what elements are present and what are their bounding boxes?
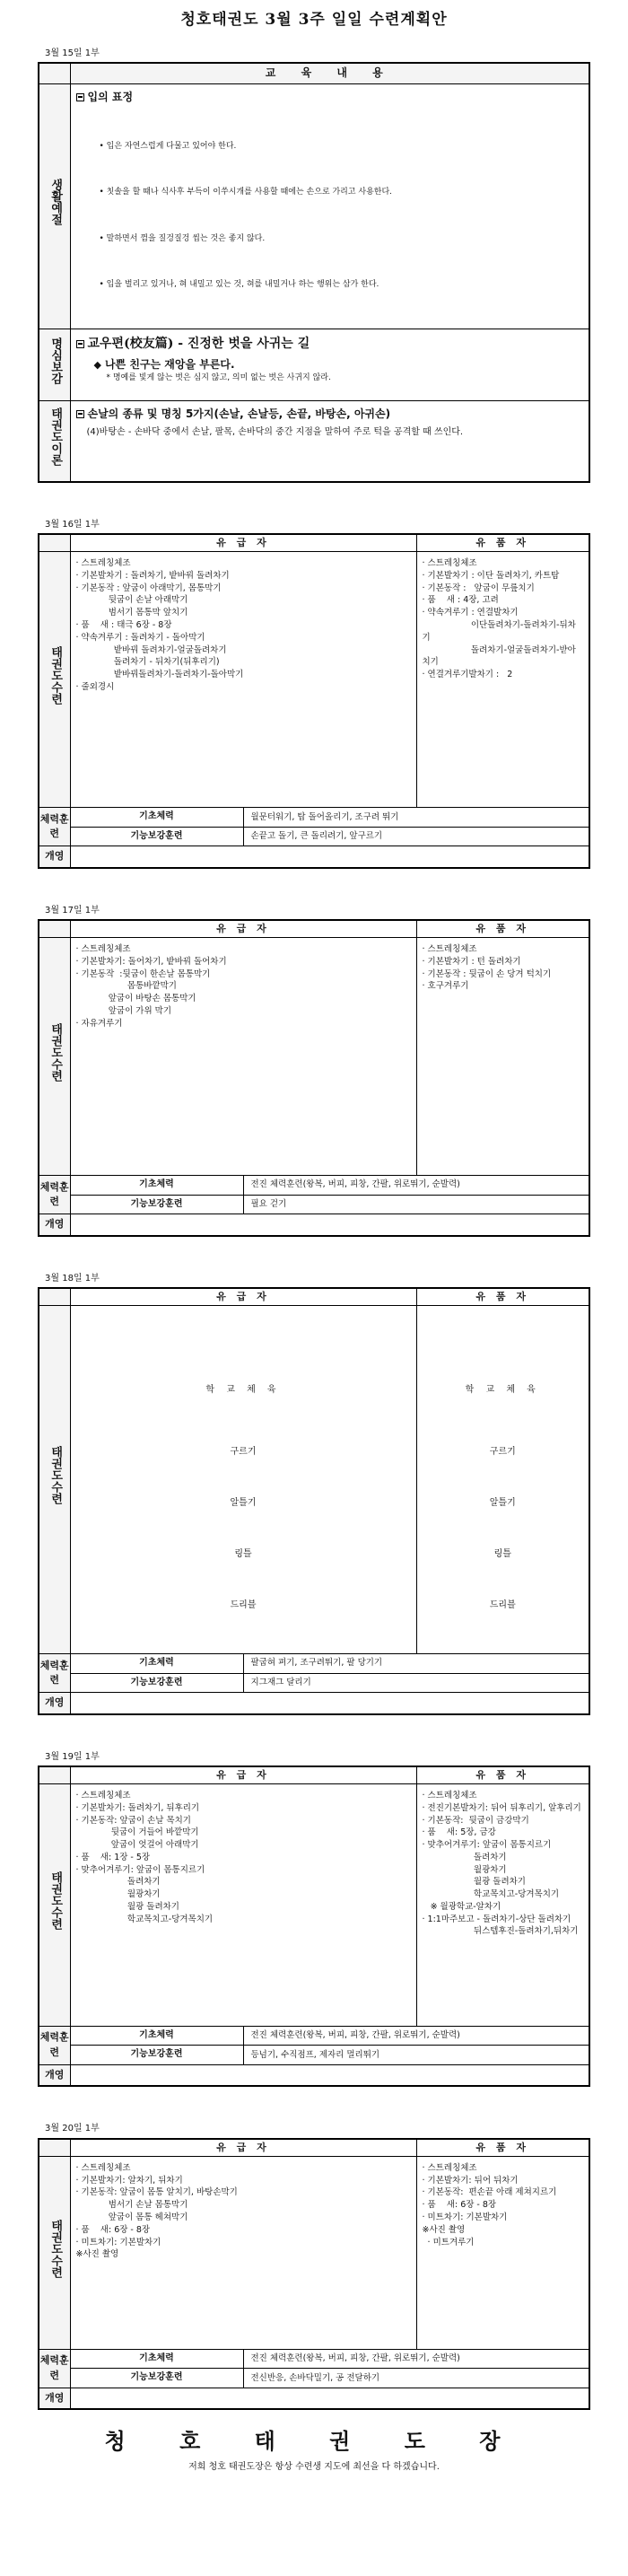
training-label: 태권도수련 xyxy=(48,645,63,705)
line: · 호구겨루기 xyxy=(422,981,469,992)
training-label: 태권도수련 xyxy=(48,2219,63,2278)
line: · 기본발차기 : 이단 돌려차기, 카트탐 xyxy=(422,570,560,581)
day-section xyxy=(38,1751,590,2088)
line: · 맞추어겨루기: 앞굽이 몸통지르기 xyxy=(422,1840,552,1851)
manners-label: 생활예절 xyxy=(48,179,63,226)
review-cell xyxy=(70,2388,589,2409)
line: · 연결겨루기발차기 : 2 xyxy=(422,670,513,680)
corner-cell xyxy=(39,1766,70,1783)
line: · 품 새 : 4장, 고려 xyxy=(422,595,499,606)
line: · 전진기본발차기: 뒤어 뒤후리기, 알후리기 xyxy=(422,1802,581,1813)
left-content xyxy=(70,552,416,808)
line: · 1:1마주보고 - 돌려차기-상단 돌려차기 xyxy=(422,1914,571,1924)
func-training-label: 기능보강훈련 xyxy=(70,827,243,846)
basic-fitness-value: 전진 체력훈련(왕복, 버피, 피창, 간팔, 위로뛰기, 순발력) xyxy=(243,1176,589,1196)
line: 돌려차기-얼굴돌려차기-받아치기 xyxy=(422,644,576,668)
side-label xyxy=(39,938,70,1176)
day-table xyxy=(38,919,590,1236)
side-label xyxy=(39,83,70,329)
basic-fitness-label: 기초체력 xyxy=(70,2026,243,2046)
side-label xyxy=(39,1783,70,2026)
date-line: 3월 15일 1부 xyxy=(45,48,100,58)
review-label: 개영 xyxy=(39,1693,70,1714)
school-pe-title: 학 교 체 육 xyxy=(465,1385,540,1396)
left-content xyxy=(70,1783,416,2026)
func-training-label: 기능보강훈련 xyxy=(70,2046,243,2065)
func-training-label: 기능보강훈련 xyxy=(70,2369,243,2388)
line: 뒷굽이 손날 아래막기 xyxy=(75,595,188,606)
day-section xyxy=(38,1273,590,1715)
corner-cell xyxy=(39,1288,70,1305)
maxim-heading: 교우편(校友篇) - 진정한 벗을 사귀는 길 xyxy=(87,337,310,352)
date-line: 3월 17일 1부 xyxy=(45,905,100,916)
right-content xyxy=(416,938,589,1176)
func-training-value: 전신반응, 손바닥밀기, 공 전달하기 xyxy=(243,2369,589,2388)
checkbox-icon xyxy=(76,93,84,101)
basic-fitness-label: 기초체력 xyxy=(70,1654,243,1674)
left-content xyxy=(70,1306,416,1654)
line: · 품 새: 1장 - 5장 xyxy=(75,1852,151,1862)
line: · 품 새: 6장 - 8장 xyxy=(422,2200,497,2211)
corner-cell xyxy=(39,2139,70,2156)
line: · 스트레칭체조 xyxy=(75,558,131,569)
maxim-label: 명심보감 xyxy=(48,337,63,384)
col-left-head: 유 급 자 xyxy=(70,1288,416,1305)
school-pe-block xyxy=(423,1311,584,1648)
right-content xyxy=(416,2156,589,2349)
line: · 미트겨루기 xyxy=(422,2237,475,2247)
basic-fitness-value: 월문터워기, 탑 돌어올리기, 조구려 뛰기 xyxy=(243,808,589,828)
maxim-content xyxy=(70,329,589,401)
line: 앞굽이 엇걸어 아래막기 xyxy=(75,1840,199,1851)
day-table xyxy=(38,1766,590,2087)
list-item: • 입을 벌리고 있거나, 혀 내밀고 있는 것, 혀를 내밀거나 하는 행위는 삼가 한다. xyxy=(100,277,584,293)
func-training-label: 기능보강훈련 xyxy=(70,1195,243,1214)
line: · 기본발차기: 돌어차기, 밭바꿔 돌어차기 xyxy=(75,956,227,967)
review-label: 개영 xyxy=(39,846,70,868)
right-content xyxy=(416,1306,589,1654)
corner-cell xyxy=(39,534,70,551)
review-label: 개영 xyxy=(39,1214,70,1236)
list-item: 링틀 xyxy=(493,1549,511,1560)
list-item: 링틀 xyxy=(234,1549,252,1560)
line: · 스트레칭체조 xyxy=(75,2162,131,2173)
maxim-motto: 나쁜 친구는 재앙을 부른다. xyxy=(104,357,235,371)
line: 뒷굽이 거들어 바깥막기 xyxy=(75,1827,199,1838)
fitness-side: 체력훈련 xyxy=(39,2026,70,2064)
training-label: 태권도수련 xyxy=(48,1022,63,1082)
list-item: 구르기 xyxy=(489,1447,516,1458)
line: · 스트레칭체조 xyxy=(422,1790,477,1801)
line: · 기본동작 : 뒷굽이 손 당겨 턱치기 xyxy=(422,968,552,979)
side-label xyxy=(39,552,70,808)
fitness-side: 체력훈련 xyxy=(39,1176,70,1214)
education-section xyxy=(38,48,590,483)
line: · 기본동작: 편손끝 아래 제쳐지르기 xyxy=(422,2187,557,2198)
basic-fitness-label: 기초체력 xyxy=(70,2349,243,2369)
fitness-side: 체력훈련 xyxy=(39,2349,70,2388)
training-label: 태권도수련 xyxy=(48,1446,63,1505)
page-title: 청호태권도 3월 3주 일일 수련계획안 xyxy=(180,11,448,29)
day-table xyxy=(38,2138,590,2410)
line: 밭바꿔돌려차기-돌려차기-돌아막기 xyxy=(75,670,244,680)
list-item: • 칫솔을 할 때나 식사후 부득이 이쑤시개를 사용할 때에는 손으로 가리고 사용한다. xyxy=(100,185,584,200)
school-pe-title: 학 교 체 육 xyxy=(205,1385,281,1396)
manners-content xyxy=(70,83,589,329)
col-left-head: 유 급 자 xyxy=(70,534,416,551)
training-label: 태권도수련 xyxy=(48,1871,63,1931)
line: · 미트차기: 기본발차기 xyxy=(422,2212,508,2222)
line: 뒤스텝후진-돌려차기,뒤차기 xyxy=(422,1926,579,1937)
line: · 기본발차기 : 턴 돌려차기 xyxy=(422,956,521,967)
line: ※사진 촬영 xyxy=(422,2224,466,2235)
line: · 맞추어겨루기: 앞굽이 몸통지르기 xyxy=(75,1864,205,1875)
col-left-head: 유 급 자 xyxy=(70,1766,416,1783)
dojang-name: 청 호 태 권 도 장 xyxy=(104,2428,524,2455)
day-table xyxy=(38,1287,590,1714)
basic-fitness-value: 팔굽혀 펴기, 조구려뛰기, 팔 당기기 xyxy=(243,1654,589,1674)
line: 몸통바깥막기 xyxy=(75,981,177,992)
line: 월광차기 xyxy=(422,1864,507,1875)
line: · 줄외경시 xyxy=(75,681,115,692)
education-header: 교 육 내 용 xyxy=(70,63,589,83)
list-item: 알틀기 xyxy=(489,1498,516,1509)
day-section xyxy=(38,905,590,1237)
line: · 약속겨루기 : 돌려차기 - 돌아막기 xyxy=(75,632,205,643)
day-table xyxy=(38,533,590,868)
manners-heading: 입의 표정 xyxy=(87,90,134,103)
footer-message: 저희 청호 태권도장은 항상 수련생 지도에 최선을 다 하겠습니다. xyxy=(188,2462,440,2473)
line: · 스트레칭체조 xyxy=(422,944,477,955)
date-line: 3월 18일 1부 xyxy=(45,1273,100,1284)
line: · 품 새: 5장, 금강 xyxy=(422,1827,496,1838)
col-right-head: 유 품 자 xyxy=(416,534,589,551)
line: · 기본발차기 : 돌려차기, 밭바꿔 돌려차기 xyxy=(75,570,230,581)
list-item: 드리블 xyxy=(230,1600,257,1611)
side-label xyxy=(39,401,70,482)
fitness-side: 체력훈련 xyxy=(39,808,70,846)
basic-fitness-label: 기초체력 xyxy=(70,808,243,828)
col-right-head: 유 품 자 xyxy=(416,2139,589,2156)
line: · 기본동작: 앞굽이 몸통 알치기, 바탕손막기 xyxy=(75,2187,238,2198)
date-line: 3월 19일 1부 xyxy=(45,1751,100,1762)
education-table xyxy=(38,62,590,483)
review-label: 개영 xyxy=(39,2064,70,2086)
list-item: 구르기 xyxy=(230,1447,257,1458)
col-right-head: 유 품 자 xyxy=(416,1288,589,1305)
line: · 기본발차기: 뒤어 뒤차기 xyxy=(422,2175,519,2186)
date-line: 3월 20일 1부 xyxy=(45,2124,100,2134)
side-label xyxy=(39,1306,70,1654)
line: · 기본동작 : 앞굽이 아래막기, 몸통막기 xyxy=(75,583,222,593)
line: 돌려차기 xyxy=(75,1877,161,1888)
line: · 기본발차기: 돌려차기, 뒤후리기 xyxy=(75,1802,200,1813)
func-training-value: 지그재그 달리기 xyxy=(243,1673,589,1693)
line: 범서기 손날 몸통막기 xyxy=(75,2200,188,2211)
theory-content xyxy=(70,401,589,482)
review-cell xyxy=(70,1693,589,1714)
list-item: 드리블 xyxy=(489,1600,516,1611)
right-content xyxy=(416,552,589,808)
line: 밭바꿔 돌려차기-얼굴돌려차기 xyxy=(75,644,227,655)
func-training-label: 기능보강훈련 xyxy=(70,1673,243,1693)
basic-fitness-value: 전진 체력훈련(왕복, 버피, 피창, 간팔, 위로뛰기, 순발력) xyxy=(243,2349,589,2369)
line: 돌려차기 - 뒤차기(뒤후리기) xyxy=(75,657,220,668)
line: · 기본동작 :뒷굽이 한손날 몸통막기 xyxy=(75,968,211,979)
theory-label: 태권도이론 xyxy=(48,407,63,467)
line: 월광차기 xyxy=(75,1889,161,1900)
review-cell xyxy=(70,2064,589,2086)
col-left-head: 유 급 자 xyxy=(70,920,416,937)
side-label xyxy=(39,2156,70,2349)
basic-fitness-label: 기초체력 xyxy=(70,1176,243,1196)
line: · 기본동작: 앞굽이 손날 목치기 xyxy=(75,1815,191,1826)
list-item: 알틀기 xyxy=(230,1498,257,1509)
line: · 스트레칭체조 xyxy=(422,2162,477,2173)
line: · 품 새: 6장 - 8장 xyxy=(75,2224,151,2235)
line: 월광 돌려차기 xyxy=(422,1877,526,1888)
func-training-value: 손끝고 돌기, 큰 돌리려기, 앞구르기 xyxy=(243,827,589,846)
line: ※ 월광학교-알차기 xyxy=(422,1901,502,1912)
line: · 스트레칭체조 xyxy=(422,558,477,569)
right-content xyxy=(416,1783,589,2026)
line: · 자유겨루기 xyxy=(75,1018,123,1029)
review-cell xyxy=(70,846,589,868)
line: · 기본동작: 뒷굽이 금강막기 xyxy=(422,1815,529,1826)
line: 학교목치고-당겨목치기 xyxy=(75,1914,214,1924)
line: · 미트차기: 기본발차기 xyxy=(75,2237,161,2247)
col-right-head: 유 품 자 xyxy=(416,920,589,937)
diamond-icon: ◆ xyxy=(93,358,101,371)
line: ※사진 촬영 xyxy=(75,2249,119,2260)
line: · 기본동작 : 앞굽이 무릎치기 xyxy=(422,583,535,593)
list-item: • 입은 자연스럽게 다물고 있어야 한다. xyxy=(100,139,584,154)
checkbox-icon xyxy=(76,340,84,348)
line: 앞굽이 가위 막기 xyxy=(75,1005,172,1016)
left-content xyxy=(70,2156,416,2349)
line: 월광 돌려차기 xyxy=(75,1901,179,1912)
func-training-value: 필요 걷기 xyxy=(243,1195,589,1214)
theory-heading: 손날의 종류 및 명칭 5가지(손날, 손날등, 손끝, 바탕손, 아귀손) xyxy=(87,407,391,421)
school-pe-block xyxy=(76,1311,411,1648)
line: 학교목치고-당겨목치기 xyxy=(422,1889,560,1900)
list-item: • 말하면서 껌을 질겅질겅 씹는 것은 좋지 않다. xyxy=(100,232,584,247)
line: 앞굽이 바탕손 몸통막기 xyxy=(75,994,196,1004)
maxim-note: * 명예를 빛게 않는 벗은 심지 않고, 의미 없는 벗은 사귀지 않라. xyxy=(106,372,331,382)
line: 범서기 몸통막 앞치기 xyxy=(75,608,188,618)
line: · 품 새 : 태극 6장 - 8장 xyxy=(75,620,172,630)
fitness-side: 체력훈련 xyxy=(39,1654,70,1693)
line: · 스트레칭체조 xyxy=(75,944,131,955)
corner-cell xyxy=(39,63,70,83)
day-section xyxy=(38,2123,590,2410)
day-section xyxy=(38,519,590,869)
func-training-value: 등넘기, 수직점프, 제자리 멀리뛰기 xyxy=(243,2046,589,2065)
line: · 기본발차기: 알차기, 뒤차기 xyxy=(75,2175,183,2186)
line: · 스트레칭체조 xyxy=(75,1790,131,1801)
review-cell xyxy=(70,1214,589,1236)
checkbox-icon xyxy=(76,410,84,418)
side-label xyxy=(39,329,70,401)
line: · 약속겨루기 : 연결발차기 xyxy=(422,608,519,618)
basic-fitness-value: 전진 체력훈련(왕복, 버피, 피창, 간팔, 위로뛰기, 순발력) xyxy=(243,2026,589,2046)
corner-cell xyxy=(39,920,70,937)
left-content xyxy=(70,938,416,1176)
date-line: 3월 16일 1부 xyxy=(45,519,100,530)
col-right-head: 유 품 자 xyxy=(416,1766,589,1783)
line: 앞굽이 몸통 헤쳐막기 xyxy=(75,2212,188,2222)
line: 돌려차기 xyxy=(422,1852,507,1862)
col-left-head: 유 급 자 xyxy=(70,2139,416,2156)
theory-body: (4)바탕손 - 손바닥 중에서 손날, 팔목, 손바닥의 중간 지점을 말하여 주로 턱을 공격할 때 쓰인다. xyxy=(86,426,464,437)
line: 이단돌려차기-돌려차기-뒤차기 xyxy=(422,620,576,643)
review-label: 개영 xyxy=(39,2388,70,2409)
